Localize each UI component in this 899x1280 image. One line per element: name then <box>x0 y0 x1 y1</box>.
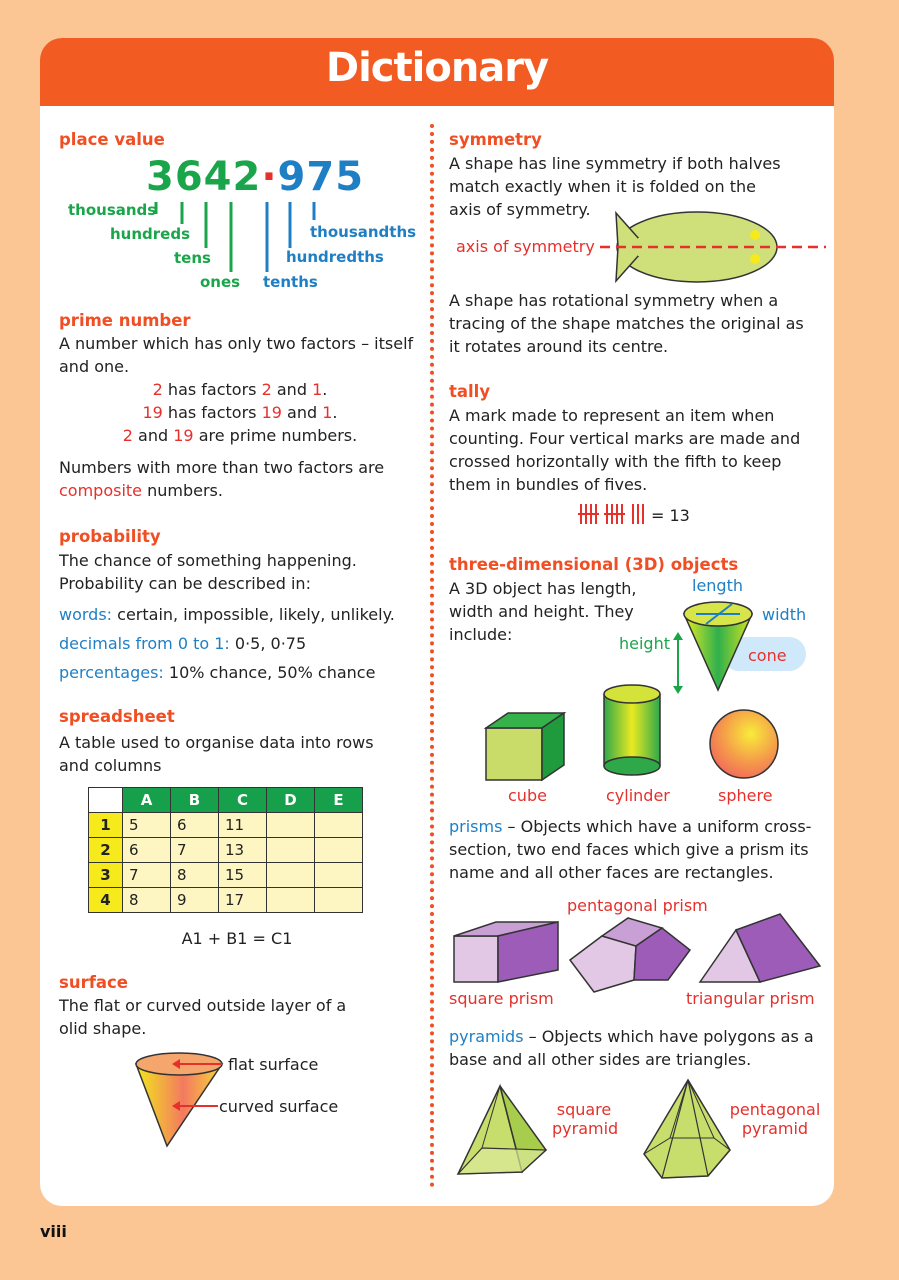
label-thousands: thousands <box>68 201 157 219</box>
table-cell: 7 <box>171 838 219 863</box>
cylinder-label: cylinder <box>606 786 670 805</box>
pyramids-word: pyramids <box>449 1027 524 1046</box>
three-d-definition: A 3D object has length, width and height. They include: <box>449 579 637 644</box>
table-row <box>89 813 363 838</box>
pyramids-text <box>449 1025 819 1071</box>
table-cell: 8 <box>123 888 171 913</box>
corner-cell <box>89 788 123 813</box>
ex1-mid: has factors <box>162 380 262 399</box>
page-title: Dictionary <box>325 45 549 91</box>
column-divider <box>430 124 434 1188</box>
ex2-mid: has factors <box>162 403 262 422</box>
tally-heading: tally <box>449 382 491 401</box>
row-header: 1 <box>89 813 123 838</box>
table-cell: 6 <box>171 813 219 838</box>
place-value-number <box>146 154 364 200</box>
pentagonal-prism-illustration <box>566 916 694 996</box>
col-header: E <box>315 788 363 813</box>
table-cell: 7 <box>123 863 171 888</box>
pentagonal-pyramid-illustration <box>640 1076 740 1182</box>
pentagonal-pyramid-line-2: pyramid <box>741 1119 809 1138</box>
pentagonal-pyramid-label <box>726 1100 824 1138</box>
page-number: viii <box>40 1222 67 1241</box>
cube-label: cube <box>508 786 547 805</box>
length-label: length <box>692 576 743 595</box>
place-value-dot: · <box>261 154 278 200</box>
square-prism-label: square prism <box>449 989 554 1008</box>
pyramids-definition: – Objects which have polygons as a base and all other sides are triangles. <box>449 1027 814 1069</box>
table-cell: 6 <box>123 838 171 863</box>
prime-example-3 <box>59 424 421 447</box>
probability-definition: The chance of something happening. Probability can be described in: <box>59 551 357 593</box>
place-value-int: 3642 <box>146 154 262 200</box>
table-cell <box>315 863 363 888</box>
symmetry-definition-2: A shape has rotational symmetry when a tracing of the shape matches the original as it rotates around its centre. <box>449 291 804 356</box>
table-cell: 9 <box>171 888 219 913</box>
decimals-label: decimals from 0 to 1: <box>59 634 230 653</box>
ex3-and: and <box>132 426 174 445</box>
spreadsheet-definition: A table used to organise data into rows and columns <box>59 733 374 775</box>
row-header: 4 <box>89 888 123 913</box>
table-cell <box>267 888 315 913</box>
ex1-c: 1 <box>312 380 323 399</box>
tally-equals: = 13 <box>651 506 690 525</box>
ex2-a: 19 <box>142 403 163 422</box>
prisms-word: prisms <box>449 817 503 836</box>
pentagonal-prism-label: pentagonal prism <box>567 896 708 915</box>
ex2-end: . <box>332 403 338 422</box>
spreadsheet-header-row <box>89 788 363 813</box>
surface-arrows <box>168 1058 226 1118</box>
square-pyramid-line-1: square <box>556 1100 612 1119</box>
triangular-prism-illustration <box>696 912 824 986</box>
col-header: D <box>267 788 315 813</box>
composite-text <box>59 456 421 502</box>
words-text: certain, impossible, likely, unlikely. <box>112 605 395 624</box>
label-tens: tens <box>174 249 211 267</box>
col-header: C <box>219 788 267 813</box>
tally-definition: A mark made to represent an item when counting. Four vertical marks are made and crossed horizontally with the fifth to keep them in bundles of fives. <box>449 406 801 494</box>
probability-percentages <box>59 661 375 684</box>
height-label: height <box>619 634 670 653</box>
table-row <box>89 863 363 888</box>
percent-label: percentages: <box>59 663 164 682</box>
square-pyramid-line-2: pyramid <box>552 1119 619 1138</box>
table-cell: 13 <box>219 838 267 863</box>
ex1-end: . <box>322 380 328 399</box>
spreadsheet-table <box>88 787 363 913</box>
surface-definition: The flat or curved outside layer of a olid shape. <box>59 996 347 1038</box>
ex3-a: 2 <box>122 426 133 445</box>
composite-word: composite <box>59 481 143 500</box>
spreadsheet-heading: spreadsheet <box>59 707 175 726</box>
flat-surface-label: flat surface <box>228 1055 319 1074</box>
tally-marks <box>578 502 646 526</box>
ex3-b: 19 <box>173 426 194 445</box>
probability-decimals <box>59 632 306 655</box>
table-cell: 15 <box>219 863 267 888</box>
decimals-text: 0·5, 0·75 <box>229 634 307 653</box>
pentagonal-pyramid-line-1: pentagonal <box>729 1100 821 1119</box>
cone-label: cone <box>748 646 787 665</box>
row-header: 2 <box>89 838 123 863</box>
col-header: B <box>171 788 219 813</box>
symmetry-heading: symmetry <box>449 130 542 149</box>
place-value-dec: 975 <box>277 154 365 200</box>
prime-example-2 <box>59 401 421 424</box>
prime-heading: prime number <box>59 311 191 330</box>
axis-of-symmetry-label: axis of symmetry <box>456 237 595 256</box>
ex1-and: and <box>271 380 313 399</box>
label-tenths: tenths <box>263 273 318 291</box>
spreadsheet-formula: A1 + B1 = C1 <box>181 929 293 948</box>
table-cell <box>267 863 315 888</box>
curved-surface-label: curved surface <box>219 1097 339 1116</box>
label-ones: ones <box>200 273 241 291</box>
composite-post: numbers. <box>142 481 223 500</box>
prisms-definition: – Objects which have a uniform cross-section, two end faces which give a prism its name and all other faces are rectangles. <box>449 817 812 882</box>
label-hundreds: hundreds <box>110 225 191 243</box>
col-header: A <box>123 788 171 813</box>
percent-text: 10% chance, 50% chance <box>163 663 376 682</box>
sphere-illustration <box>706 706 782 782</box>
table-cell <box>315 838 363 863</box>
ex2-b: 19 <box>261 403 282 422</box>
surface-heading: surface <box>59 973 128 992</box>
prisms-text <box>449 815 814 884</box>
width-label: width <box>762 605 807 624</box>
table-cell: 17 <box>219 888 267 913</box>
ex2-and: and <box>281 403 323 422</box>
table-cell: 11 <box>219 813 267 838</box>
label-thousandths: thousandths <box>310 223 417 241</box>
words-label: words: <box>59 605 113 624</box>
cylinder-illustration <box>598 682 668 778</box>
square-pyramid-label <box>552 1100 619 1138</box>
table-cell: 8 <box>171 863 219 888</box>
row-header: 3 <box>89 863 123 888</box>
ex3-end: are prime numbers. <box>193 426 358 445</box>
ex1-b: 2 <box>261 380 272 399</box>
prime-definition: A number which has only two factors – itself and one. <box>59 334 414 376</box>
label-hundredths: hundredths <box>286 248 384 266</box>
probability-heading: probability <box>59 527 161 546</box>
composite-pre: Numbers with more than two factors are <box>59 458 385 477</box>
table-cell <box>267 838 315 863</box>
table-row <box>89 838 363 863</box>
cube-illustration <box>480 712 570 782</box>
table-cell <box>315 888 363 913</box>
place-value-heading: place value <box>59 130 165 149</box>
ex2-c: 1 <box>322 403 333 422</box>
triangular-prism-label: triangular prism <box>686 989 815 1008</box>
fish-illustration <box>598 208 828 286</box>
ex1-a: 2 <box>152 380 163 399</box>
table-cell <box>315 813 363 838</box>
table-cell <box>267 813 315 838</box>
table-row <box>89 888 363 913</box>
square-pyramid-illustration <box>452 1082 552 1178</box>
prime-example-1 <box>59 378 421 401</box>
square-prism-illustration <box>450 918 562 986</box>
probability-words <box>59 603 395 626</box>
three-d-heading: three-dimensional (3D) objects <box>449 555 739 574</box>
table-cell: 5 <box>123 813 171 838</box>
symmetry-definition-1: A shape has line symmetry if both halves match exactly when it is folded on the axis of symmetry. <box>449 154 781 219</box>
sphere-label: sphere <box>718 786 773 805</box>
